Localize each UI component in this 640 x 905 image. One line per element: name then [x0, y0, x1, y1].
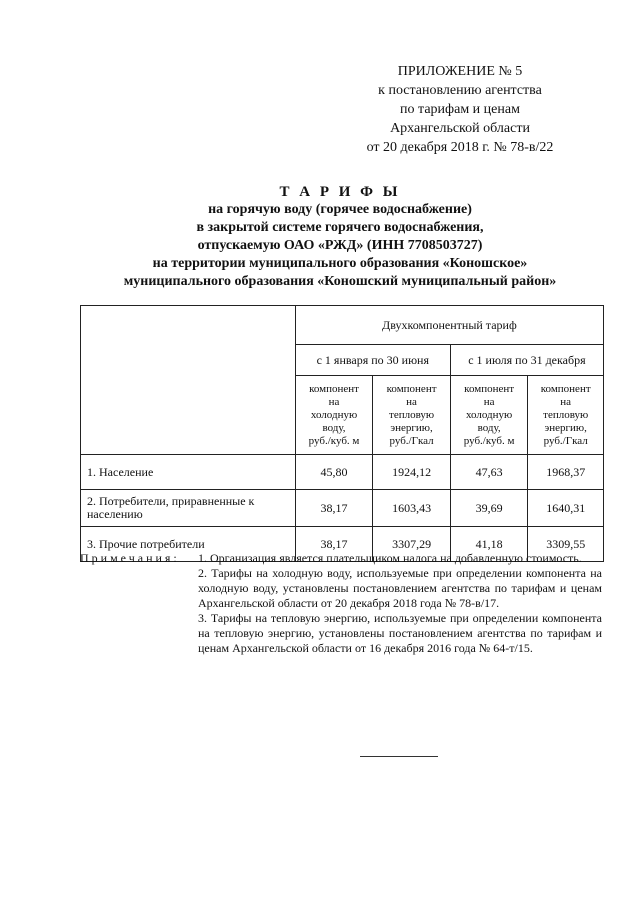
cell-value: 39,69	[450, 490, 528, 527]
header-two-component: Двухкомпонентный тариф	[295, 306, 603, 345]
cell-value: 45,80	[295, 455, 373, 490]
document-title	[60, 183, 620, 291]
appendix-line: к постановлению агентства	[378, 83, 542, 98]
table-header-row	[81, 306, 604, 345]
title-line: на горячую воду (горячее водоснабжение)	[208, 202, 472, 217]
row-label: 1. Население	[81, 455, 296, 490]
row-label: 3. Прочие потребители	[81, 527, 296, 562]
cell-value: 1924,12	[373, 455, 451, 490]
table-row	[81, 455, 604, 490]
notes-list	[198, 551, 602, 656]
appendix-number: ПРИЛОЖЕНИЕ № 5	[397, 64, 523, 79]
cell-value: 38,17	[295, 527, 373, 562]
note-item: 2. Тарифы на холодную воду, используемые при определении компонента на холодную воду, установлены постановлением агентства по тарифам и ценам Архангельской области от 20 декабря 2018 года № 78-в/17.	[198, 566, 602, 610]
table-row	[81, 490, 604, 527]
cell-value: 1640,31	[528, 490, 604, 527]
cell-value: 3309,55	[528, 527, 604, 562]
note-item: 1. Организация является плательщиком налога на добавленную стоимость.	[198, 551, 582, 565]
cell-value: 3307,29	[373, 527, 451, 562]
header-comp-water: компонент на холодную воду, руб./куб. м	[295, 376, 373, 455]
closing-divider	[360, 756, 438, 757]
title-line: отпускаемую ОАО «РЖД» (ИНН 7708503727)	[197, 238, 483, 253]
tariff-table	[80, 305, 604, 562]
header-comp-heat: компонент на тепловую энергию, руб./Гкал	[528, 376, 604, 455]
note-item: 3. Тарифы на тепловую энергию, используемые при определении компонента на тепловую энергию, установлены постановлением агентства по тарифам и ценам Архангельской области от 16 декабря 2016 года № 64-т/15.	[198, 611, 602, 655]
header-empty-cell	[81, 306, 296, 455]
header-comp-water: компонент на холодную воду, руб./куб. м	[450, 376, 528, 455]
header-period-2: с 1 июля по 31 декабря	[450, 345, 603, 376]
appendix-line: Архангельской области	[390, 121, 530, 136]
appendix-date: от 20 декабря 2018 г. № 78-в/22	[366, 140, 554, 155]
cell-value: 47,63	[450, 455, 528, 490]
title-main: Т А Р И Ф Ы	[279, 184, 401, 200]
cell-value: 1603,43	[373, 490, 451, 527]
header-comp-heat: компонент на тепловую энергию, руб./Гкал	[373, 376, 451, 455]
header-period-1: с 1 января по 30 июня	[295, 345, 450, 376]
appendix-line: по тарифам и ценам	[400, 102, 520, 117]
title-line: в закрытой системе горячего водоснабжения,	[196, 220, 484, 235]
row-label: 2. Потребители, приравненные к населению	[81, 490, 296, 527]
title-line: на территории муниципального образования «Коношское»	[152, 256, 528, 271]
title-line: муниципального образования «Коношский муниципальный район»	[123, 274, 557, 289]
cell-value: 41,18	[450, 527, 528, 562]
appendix-header	[340, 62, 580, 157]
notes-label: Примечания:	[80, 551, 180, 565]
cell-value: 38,17	[295, 490, 373, 527]
cell-value: 1968,37	[528, 455, 604, 490]
